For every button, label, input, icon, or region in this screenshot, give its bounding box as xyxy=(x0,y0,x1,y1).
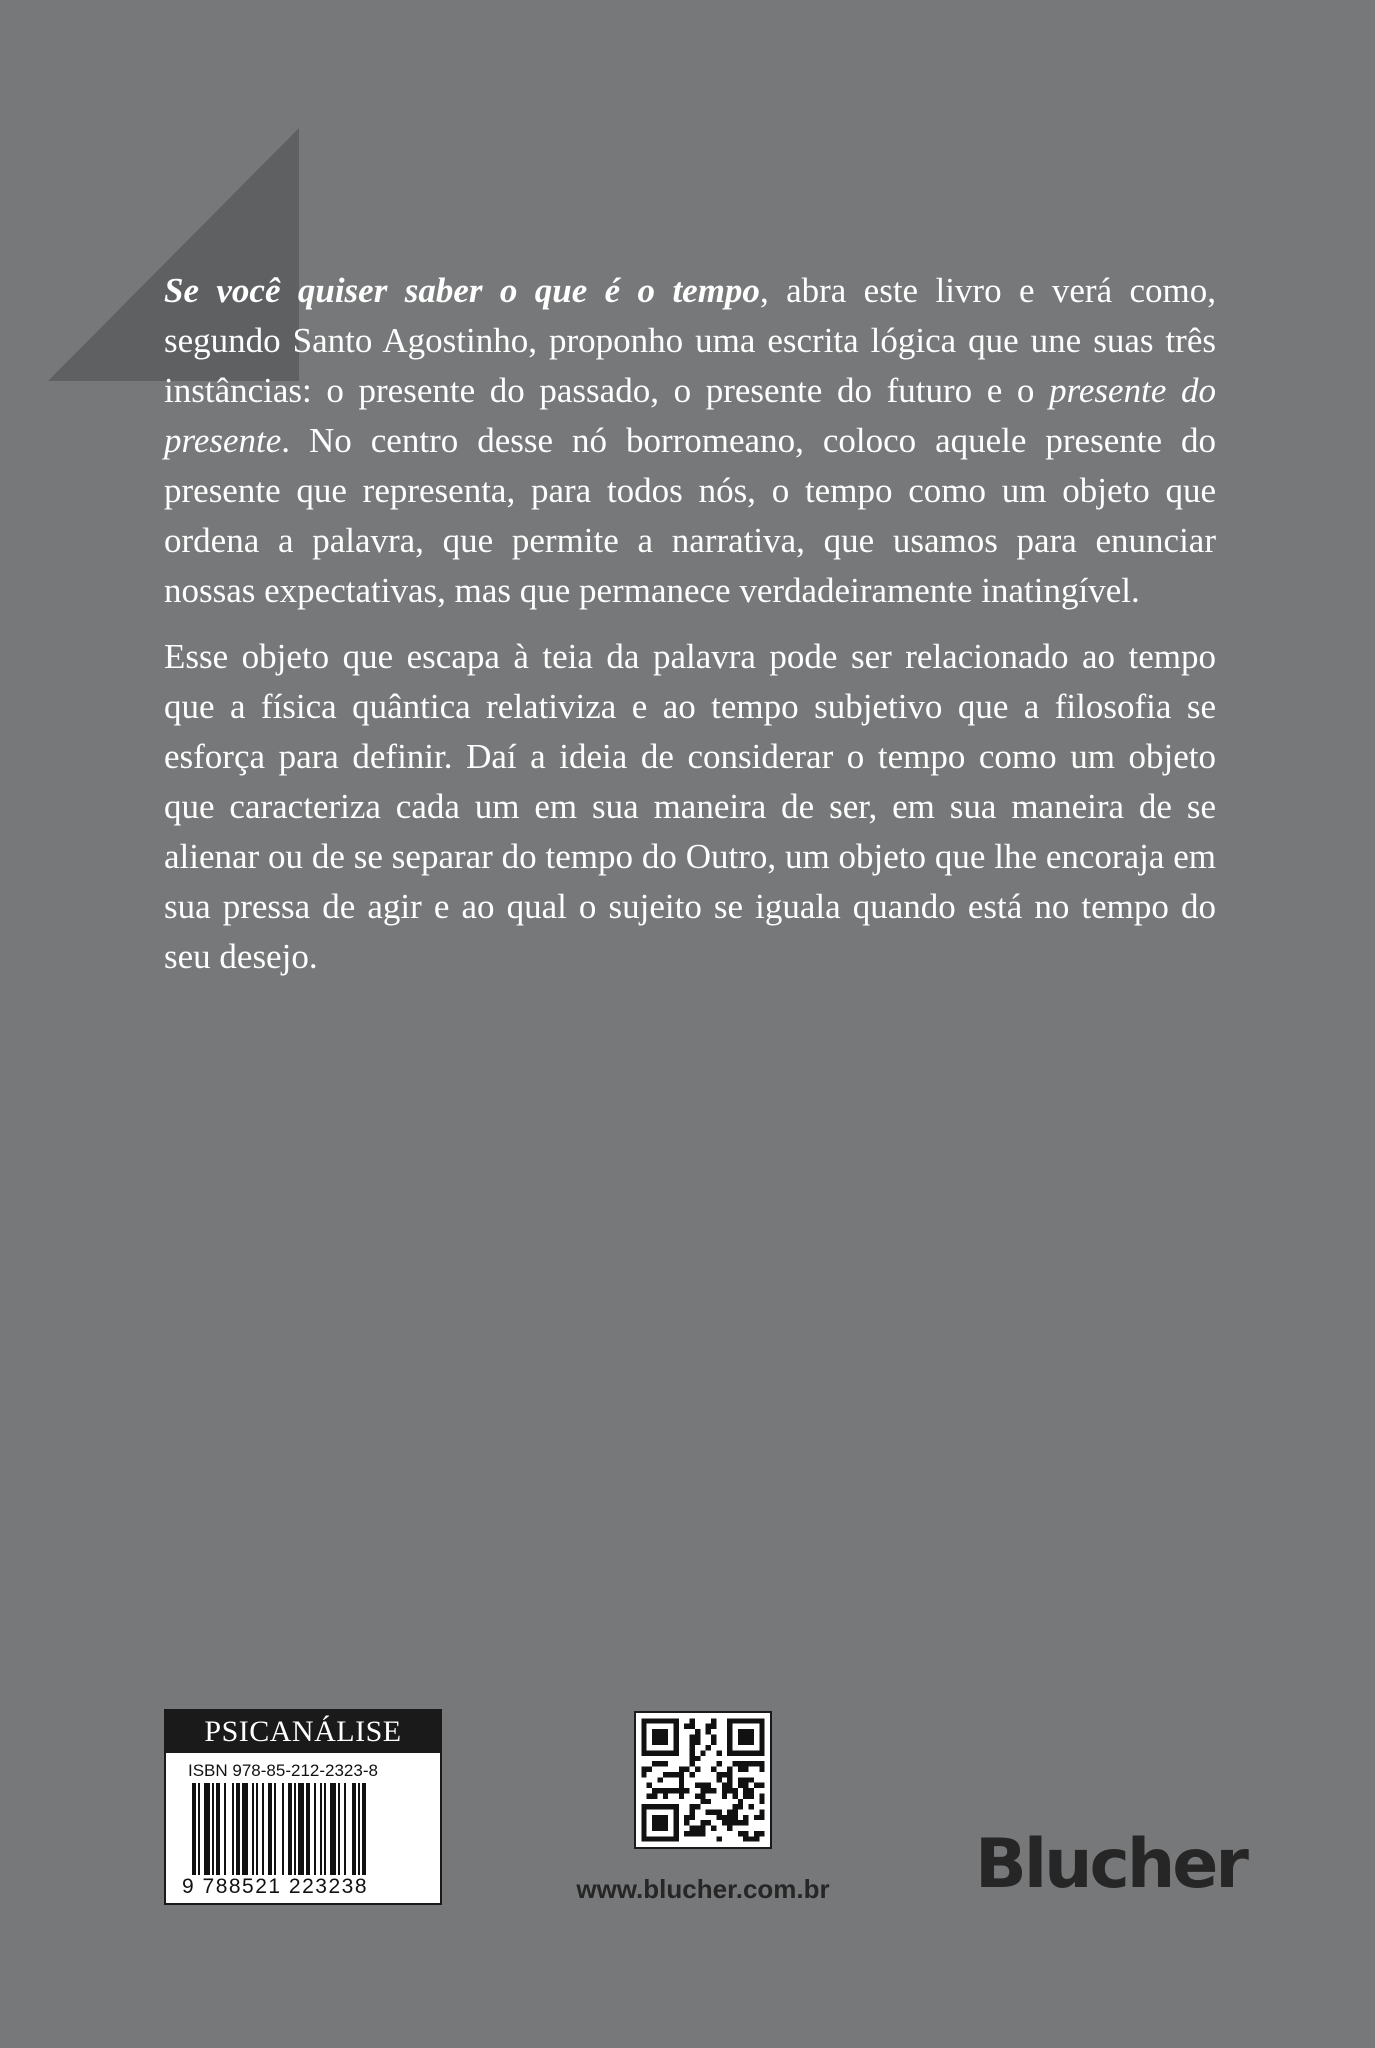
qr-module xyxy=(732,1809,737,1814)
qr-module xyxy=(711,1788,716,1793)
qr-module xyxy=(706,1745,711,1750)
qr-module xyxy=(652,1836,657,1841)
qr-module xyxy=(657,1804,662,1809)
qr-module xyxy=(657,1826,662,1831)
qr-module xyxy=(759,1751,764,1756)
qr-module xyxy=(759,1745,764,1750)
qr-module xyxy=(695,1804,700,1809)
qr-module xyxy=(749,1793,754,1798)
qr-module xyxy=(759,1793,764,1798)
qr-module xyxy=(674,1740,679,1745)
isbn-label: ISBN 978-85-212-2323-8 xyxy=(188,1761,378,1780)
qr-module xyxy=(674,1815,679,1820)
qr-module xyxy=(749,1751,754,1756)
barcode-bar xyxy=(314,1783,316,1877)
qr-module xyxy=(743,1777,748,1782)
qr-module xyxy=(738,1718,743,1723)
qr-module xyxy=(706,1799,711,1804)
qr-module xyxy=(722,1788,727,1793)
qr-module xyxy=(652,1793,657,1798)
qr-module xyxy=(641,1826,646,1831)
qr-module xyxy=(679,1772,684,1777)
qr-module xyxy=(743,1788,748,1793)
qr-module xyxy=(663,1820,668,1825)
qr-module xyxy=(684,1815,689,1820)
qr-module xyxy=(657,1734,662,1739)
barcode-bar xyxy=(282,1783,284,1877)
qr-module xyxy=(743,1740,748,1745)
qr-module xyxy=(695,1793,700,1798)
qr-module xyxy=(663,1826,668,1831)
qr-module xyxy=(738,1751,743,1756)
qr-module xyxy=(663,1761,668,1766)
qr-module xyxy=(674,1836,679,1841)
qr-module xyxy=(732,1820,737,1825)
qr-module xyxy=(738,1734,743,1739)
qr-module xyxy=(754,1836,759,1841)
blurb-emphasis: presente do presente xyxy=(164,371,1216,460)
qr-module xyxy=(727,1740,732,1745)
qr-module xyxy=(732,1761,737,1766)
qr-module xyxy=(647,1836,652,1841)
qr-module xyxy=(706,1788,711,1793)
qr-module xyxy=(727,1783,732,1788)
qr-module xyxy=(690,1718,695,1723)
qr-module xyxy=(663,1734,668,1739)
qr-module xyxy=(647,1751,652,1756)
qr-module xyxy=(743,1734,748,1739)
qr-module xyxy=(732,1751,737,1756)
qr-module xyxy=(759,1729,764,1734)
qr-module xyxy=(738,1729,743,1734)
qr-module xyxy=(641,1767,646,1772)
qr-module xyxy=(674,1724,679,1729)
qr-module xyxy=(743,1783,748,1788)
qr-module xyxy=(700,1783,705,1788)
barcode-bar xyxy=(224,1783,226,1877)
qr-module xyxy=(743,1793,748,1798)
blurb-text: . No centro desse nó borromeano, coloco aquele presente do presente que representa, para todos nós, o tempo como um objeto que ordena a palavra, que permite a narrativa, que usamos para enunciar nossas expectativas, mas que permanece verdadeiramente inatingível. xyxy=(164,421,1216,610)
qr-module xyxy=(668,1751,673,1756)
qr-module xyxy=(663,1815,668,1820)
qr-module xyxy=(641,1734,646,1739)
barcode xyxy=(192,1783,418,1877)
barcode-bar xyxy=(362,1783,366,1877)
qr-module xyxy=(663,1836,668,1841)
barcode-bar xyxy=(198,1783,200,1877)
qr-module xyxy=(700,1820,705,1825)
qr-module xyxy=(759,1718,764,1723)
barcode-bar xyxy=(324,1783,326,1877)
qr-module xyxy=(738,1761,743,1766)
qr-module xyxy=(663,1740,668,1745)
qr-module xyxy=(749,1836,754,1841)
qr-module xyxy=(695,1783,700,1788)
qr-module xyxy=(657,1815,662,1820)
qr-module xyxy=(711,1826,716,1831)
qr-module xyxy=(684,1724,689,1729)
qr-module xyxy=(684,1831,689,1836)
qr-module xyxy=(690,1815,695,1820)
qr-module xyxy=(732,1788,737,1793)
qr-module xyxy=(641,1820,646,1825)
barcode-bar xyxy=(262,1783,264,1877)
back-cover-blurb xyxy=(164,266,1216,998)
qr-module xyxy=(684,1788,689,1793)
qr-module xyxy=(684,1820,689,1825)
barcode-bar xyxy=(212,1783,214,1877)
qr-module xyxy=(706,1783,711,1788)
qr-module xyxy=(690,1724,695,1729)
barcode-bar xyxy=(306,1783,310,1877)
qr-module xyxy=(716,1809,721,1814)
qr-module xyxy=(641,1831,646,1836)
qr-module xyxy=(674,1804,679,1809)
barcode-bar xyxy=(330,1783,336,1877)
qr-module xyxy=(754,1783,759,1788)
qr-module xyxy=(743,1836,748,1841)
qr-module xyxy=(695,1756,700,1761)
qr-module xyxy=(732,1815,737,1820)
qr-module xyxy=(732,1793,737,1798)
qr-module xyxy=(652,1734,657,1739)
qr-module xyxy=(657,1718,662,1723)
qr-module xyxy=(668,1804,673,1809)
qr-module xyxy=(652,1751,657,1756)
qr-module xyxy=(759,1761,764,1766)
qr-module xyxy=(690,1831,695,1836)
publisher-logo: Blucher xyxy=(975,1825,1246,1904)
qr-module xyxy=(647,1793,652,1798)
qr-module xyxy=(663,1793,668,1798)
qr-module xyxy=(716,1836,721,1841)
qr-module xyxy=(695,1831,700,1836)
qr-module xyxy=(722,1815,727,1820)
qr-module xyxy=(674,1734,679,1739)
qr-module xyxy=(647,1767,652,1772)
qr-module xyxy=(674,1772,679,1777)
qr-module xyxy=(690,1740,695,1745)
qr-module xyxy=(754,1815,759,1820)
barcode-bar xyxy=(236,1783,240,1877)
qr-module xyxy=(695,1826,700,1831)
qr-module xyxy=(641,1772,646,1777)
qr-module xyxy=(706,1820,711,1825)
qr-module xyxy=(759,1767,764,1772)
qr-module xyxy=(700,1799,705,1804)
qr-module xyxy=(652,1761,657,1766)
qr-module xyxy=(749,1729,754,1734)
barcode-bar xyxy=(358,1783,360,1877)
qr-module xyxy=(716,1761,721,1766)
qr-module xyxy=(652,1740,657,1745)
qr-module xyxy=(652,1820,657,1825)
qr-module xyxy=(674,1820,679,1825)
qr-module xyxy=(743,1767,748,1772)
qr-module xyxy=(727,1718,732,1723)
barcode-bar xyxy=(216,1783,220,1877)
qr-module xyxy=(663,1718,668,1723)
qr-module xyxy=(679,1767,684,1772)
qr-module xyxy=(727,1777,732,1782)
qr-module xyxy=(657,1777,662,1782)
qr-module xyxy=(700,1826,705,1831)
qr-module xyxy=(727,1815,732,1820)
qr-module xyxy=(690,1745,695,1750)
qr-module xyxy=(663,1788,668,1793)
barcode-bar xyxy=(320,1783,322,1877)
qr-module xyxy=(727,1826,732,1831)
qr-module xyxy=(727,1772,732,1777)
qr-module xyxy=(674,1809,679,1814)
qr-module xyxy=(674,1788,679,1793)
qr-module xyxy=(738,1804,743,1809)
qr-module xyxy=(695,1740,700,1745)
qr-module xyxy=(727,1724,732,1729)
qr-module xyxy=(674,1831,679,1836)
qr-module xyxy=(743,1831,748,1836)
qr-module xyxy=(652,1788,657,1793)
barcode-bar xyxy=(274,1783,276,1877)
qr-module xyxy=(732,1718,737,1723)
qr-module xyxy=(647,1718,652,1723)
blurb-lead-phrase: Se você quiser saber o que é o tempo xyxy=(164,271,760,310)
qr-module xyxy=(727,1820,732,1825)
qr-module xyxy=(690,1756,695,1761)
qr-module xyxy=(759,1734,764,1739)
qr-module xyxy=(674,1745,679,1750)
qr-module xyxy=(749,1761,754,1766)
qr-module xyxy=(716,1751,721,1756)
qr-module xyxy=(652,1826,657,1831)
qr-module xyxy=(690,1761,695,1766)
qr-module xyxy=(754,1751,759,1756)
qr-module xyxy=(759,1815,764,1820)
qr-code xyxy=(634,1711,772,1849)
qr-module xyxy=(743,1820,748,1825)
blurb-paragraph-2: Esse objeto que escapa à teia da palavra pode ser relacionado ao tempo que a física quântica relativiza e ao tempo subjetivo que a filosofia se esforça para definir. Daí a ideia de considerar o tempo como um objeto que caracteriza cada um em sua maneira de ser, em sua maneira de se alienar ou de se separar do tempo do Outro, um objeto que lhe encoraja em sua pressa de agir e ao qual o sujeito se iguala quando está no tempo do seu desejo. xyxy=(164,637,1216,976)
barcode-bar xyxy=(268,1783,272,1877)
qr-module xyxy=(668,1788,673,1793)
qr-module xyxy=(727,1751,732,1756)
qr-module xyxy=(679,1793,684,1798)
qr-module xyxy=(700,1793,705,1798)
qr-module xyxy=(663,1729,668,1734)
qr-module xyxy=(700,1788,705,1793)
qr-module xyxy=(711,1809,716,1814)
barcode-bar xyxy=(232,1783,234,1877)
qr-module xyxy=(738,1767,743,1772)
qr-module xyxy=(652,1804,657,1809)
qr-module xyxy=(738,1831,743,1836)
qr-module xyxy=(674,1751,679,1756)
qr-module xyxy=(652,1729,657,1734)
qr-module xyxy=(663,1804,668,1809)
qr-module xyxy=(679,1783,684,1788)
barcode-bar xyxy=(352,1783,356,1877)
qr-module xyxy=(727,1745,732,1750)
qr-module xyxy=(657,1740,662,1745)
qr-module xyxy=(727,1788,732,1793)
qr-module xyxy=(652,1718,657,1723)
qr-module xyxy=(641,1740,646,1745)
barcode-bar xyxy=(338,1783,340,1877)
qr-module xyxy=(647,1804,652,1809)
qr-module xyxy=(738,1799,743,1804)
qr-module xyxy=(754,1761,759,1766)
qr-module xyxy=(641,1836,646,1841)
barcode-bar xyxy=(192,1783,196,1877)
qr-module xyxy=(657,1788,662,1793)
qr-module xyxy=(743,1729,748,1734)
qr-module xyxy=(759,1740,764,1745)
qr-module xyxy=(706,1724,711,1729)
qr-module xyxy=(722,1783,727,1788)
qr-module xyxy=(749,1734,754,1739)
qr-module xyxy=(657,1836,662,1841)
qr-module xyxy=(754,1718,759,1723)
qr-module xyxy=(679,1777,684,1782)
qr-module xyxy=(695,1734,700,1739)
qr-module xyxy=(674,1826,679,1831)
qr-module xyxy=(690,1772,695,1777)
qr-module xyxy=(695,1767,700,1772)
qr-module xyxy=(690,1804,695,1809)
barcode-digits: 9 788521 223238 xyxy=(182,1875,368,1898)
qr-module xyxy=(732,1804,737,1809)
qr-module xyxy=(690,1734,695,1739)
barcode-bar xyxy=(242,1783,248,1877)
qr-module xyxy=(759,1799,764,1804)
qr-module xyxy=(754,1831,759,1836)
qr-module xyxy=(674,1729,679,1734)
category-label: PSICANÁLISE xyxy=(166,1711,440,1753)
barcode-bar xyxy=(204,1783,210,1877)
qr-module xyxy=(700,1751,705,1756)
qr-module xyxy=(641,1815,646,1820)
qr-module xyxy=(641,1809,646,1814)
qr-module xyxy=(716,1815,721,1820)
qr-module xyxy=(711,1767,716,1772)
qr-module xyxy=(657,1761,662,1766)
qr-module xyxy=(743,1751,748,1756)
qr-module xyxy=(711,1740,716,1745)
qr-module xyxy=(657,1729,662,1734)
website-url: www.blucher.com.br xyxy=(576,1874,830,1904)
qr-module xyxy=(738,1820,743,1825)
qr-module xyxy=(690,1826,695,1831)
qr-module xyxy=(711,1724,716,1729)
qr-module xyxy=(641,1751,646,1756)
qr-module xyxy=(727,1809,732,1814)
qr-module xyxy=(749,1718,754,1723)
qr-module xyxy=(759,1783,764,1788)
qr-module xyxy=(743,1761,748,1766)
qr-module xyxy=(759,1831,764,1836)
qr-module xyxy=(749,1804,754,1809)
qr-module xyxy=(727,1767,732,1772)
isbn-barcode-box xyxy=(164,1709,442,1905)
qr-module xyxy=(722,1820,727,1825)
qr-module xyxy=(738,1740,743,1745)
qr-module xyxy=(663,1751,668,1756)
qr-module xyxy=(657,1820,662,1825)
qr-module xyxy=(743,1718,748,1723)
qr-module xyxy=(743,1815,748,1820)
qr-module xyxy=(647,1783,652,1788)
qr-module xyxy=(652,1815,657,1820)
blurb-text: , abra este livro e verá como, segundo Santo Agostinho, proponho uma escrita lógica que une suas três instâncias: o presente do passado, o presente do futuro e o xyxy=(164,271,1216,410)
qr-module xyxy=(674,1718,679,1723)
qr-module xyxy=(641,1724,646,1729)
qr-module xyxy=(706,1729,711,1734)
qr-module xyxy=(722,1793,727,1798)
barcode-bar xyxy=(256,1783,258,1877)
qr-module xyxy=(727,1729,732,1734)
blurb-paragraph-1 xyxy=(164,266,1216,616)
qr-module xyxy=(668,1836,673,1841)
barcode-bar xyxy=(344,1783,346,1877)
qr-module xyxy=(641,1729,646,1734)
qr-module xyxy=(749,1777,754,1782)
qr-module xyxy=(641,1718,646,1723)
qr-module xyxy=(738,1783,743,1788)
barcode-bar xyxy=(288,1783,292,1877)
qr-module xyxy=(668,1772,673,1777)
qr-module xyxy=(657,1751,662,1756)
qr-module xyxy=(711,1718,716,1723)
barcode-bar xyxy=(298,1783,304,1877)
qr-module xyxy=(738,1777,743,1782)
qr-module xyxy=(679,1788,684,1793)
qr-module xyxy=(700,1831,705,1836)
barcode-bar xyxy=(294,1783,296,1877)
qr-module xyxy=(711,1734,716,1739)
qr-module xyxy=(641,1804,646,1809)
qr-module xyxy=(749,1740,754,1745)
qr-module xyxy=(759,1724,764,1729)
qr-module xyxy=(716,1777,721,1782)
qr-module xyxy=(727,1734,732,1739)
barcode-bar xyxy=(252,1783,254,1877)
qr-module xyxy=(663,1772,668,1777)
qr-module xyxy=(706,1809,711,1814)
qr-module xyxy=(759,1809,764,1814)
qr-module xyxy=(641,1745,646,1750)
qr-module xyxy=(716,1772,721,1777)
qr-module xyxy=(722,1772,727,1777)
qr-module xyxy=(684,1767,689,1772)
qr-module xyxy=(749,1788,754,1793)
qr-module xyxy=(690,1809,695,1814)
qr-module xyxy=(690,1751,695,1756)
qr-module xyxy=(695,1729,700,1734)
qr-module xyxy=(668,1718,673,1723)
